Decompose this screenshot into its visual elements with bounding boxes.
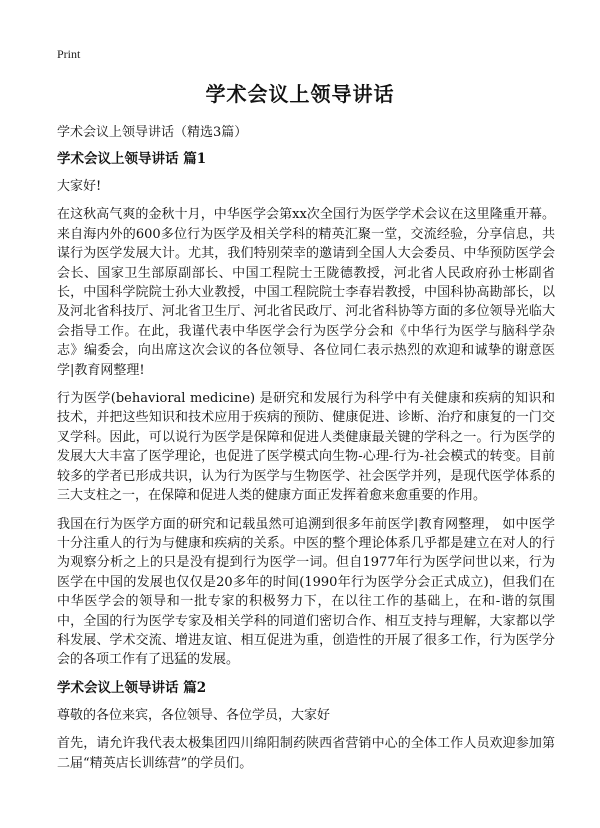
body-paragraph: 行为医学(behavioral medicine) 是研究和发展行为科学中有关健康和疾病的知识和技术，并把这些知识和技术应用于疾病的预防、健康促进、诊断、治疗和康复的一门交叉学科。因此，可以说行为医学是保障和促进人类健康最关键的学科之一。行为医学的发展大大丰富了医学理论，也促进了医学模式向生物-心理-行为-社会模式的转变。目前较多的学者已形成共识，认为行为医学与生物医学、社会医学并列，是现代医学体系的三大支柱之一，在保障和促进人类的健康方面正发挥着愈来愈重要的作用。 <box>57 391 555 504</box>
body-paragraph: 在这秋高气爽的金秋十月，中华医学会第xx次全国行为医学学术会议在这里隆重开幕。来自海内外的600多位行为医学及相关学科的精英汇聚一堂，交流经验，分享信息，共谋行为医学发展大计。尤其，我们特别荣幸的邀请到全国人大会委员、中华预防医学会会长、国家卫生部原副部长、中国工程院士王陇德教授，河北省人民政府孙士彬副省长，中国科学院院士孙大业教授，中国工程院院士李春岩教授，中国科协高勘部长，以及河北省科技厅、河北省卫生厅、河北省民政厅、河北省科协等方面的多位领导光临大会指导工作。在此，我谨代表中华医学会行为医学分会和《中华行为医学与脑科学杂志》编委会，向出席这次会议的各位领导、各位同仁表示热烈的欢迎和诚挚的谢意医学|教育网整理! <box>57 207 555 378</box>
section-heading: 学术会议上领导讲话 篇2 <box>57 679 207 696</box>
section-greeting: 尊敬的各位来宾，各位领导、各位学员，大家好 <box>57 707 331 723</box>
document-body <box>57 150 555 782</box>
section-greeting: 大家好! <box>57 179 102 194</box>
print-label: Print <box>57 47 81 61</box>
document-title: 学术会议上领导讲话 <box>205 82 395 106</box>
section-heading: 学术会议上领导讲话 篇1 <box>57 151 207 167</box>
body-paragraph: 首先，请允许我代表太极集团四川绵阳制药陕西省营销中心的全体工作人员欢迎参加第二届“精英店长训练营”的学员们。 <box>57 736 555 771</box>
document-subtitle: 学术会议上领导讲话（精选3篇） <box>57 125 248 140</box>
body-paragraph: 我国在行为医学方面的研究和记载虽然可追溯到很多年前医学|教育网整理， 如中医学十分注重人的行为与健康和疾病的关系。中医的整个理论体系几乎都是建立在对人的行为观察分析之上的只是没有提到行为医学一词。但自1977年行为医学问世以来，行为医学在中国的发展也仅仅是20多年的时间(1990年行为医学分会正式成立)，但我们在中华医学会的领导和一批专家的积极努力下，在以往工作的基础上，在和-谐的氛围中，全国的行为医学专家及相关学科的同道们密切合作、相互支持与理解，大家都以学科发展、学术交流、增进友谊、相互促进为重，创造性的开展了很多工作，行为医学分会的各项工作有了迅猛的发展。 <box>57 516 555 668</box>
